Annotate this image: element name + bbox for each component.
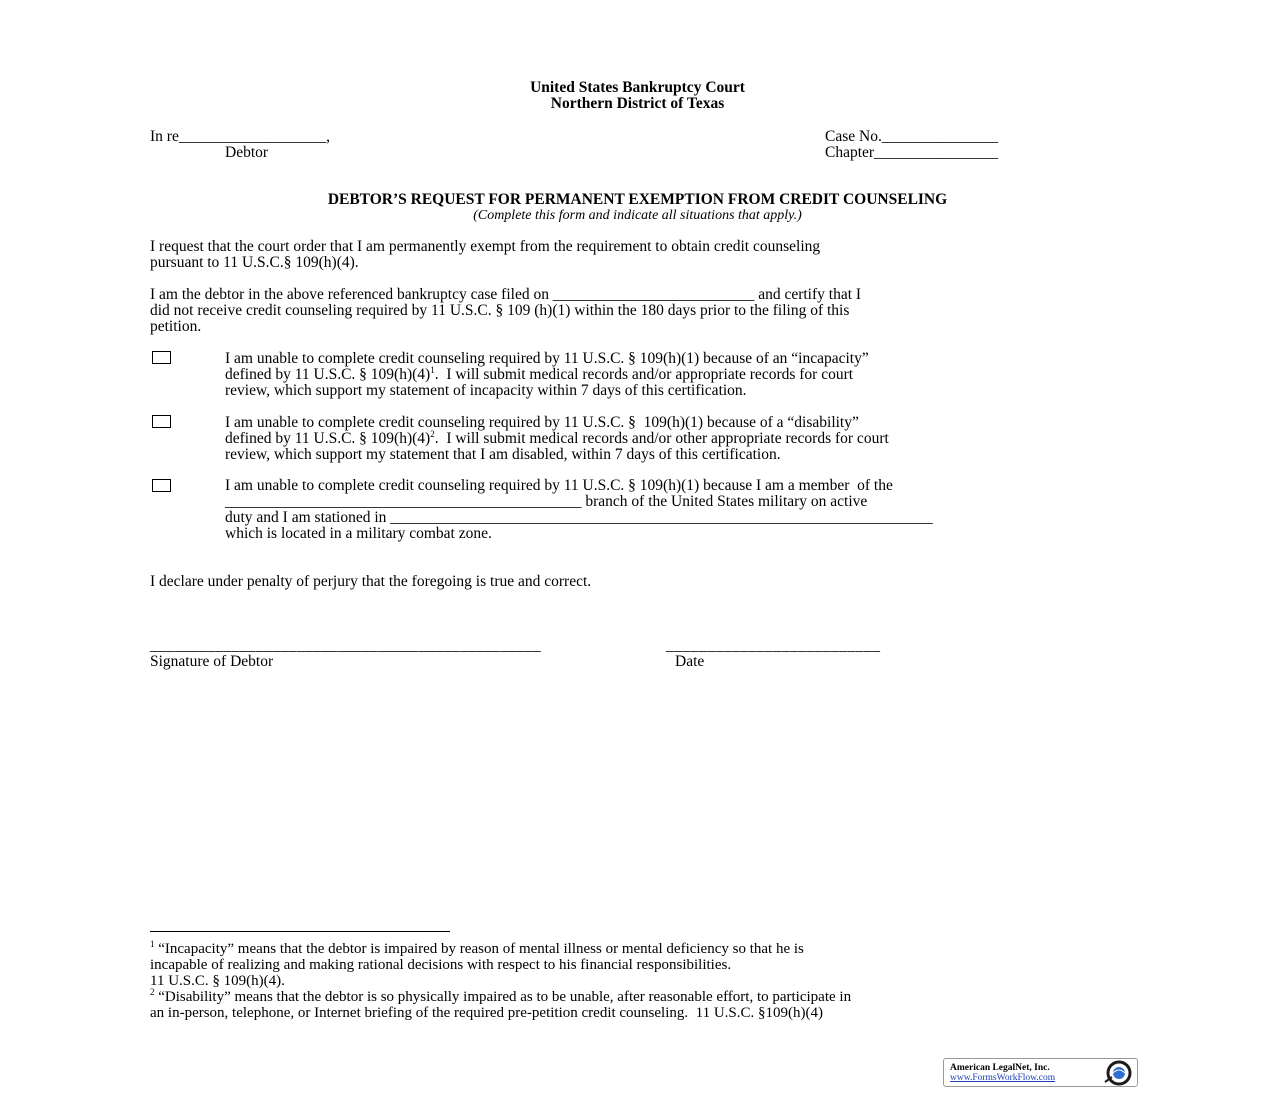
request-paragraph [150, 239, 1130, 271]
request-line: pursuant to 11 U.S.C.§ 109(h)(4). [150, 254, 359, 271]
footnote-ref-1[interactable]: 1 [430, 365, 435, 375]
court-name: United States Bankruptcy Court [530, 79, 745, 96]
option-line [225, 367, 1130, 383]
option-line: I am unable to complete credit counseling required by 11 U.S.C. § 109(h)(1) because I am a member of the [225, 477, 893, 494]
certify-line: petition. [150, 318, 202, 335]
certify-line: I am the debtor in the above referenced bankruptcy case filed on __________________________ and certify that I [150, 286, 862, 303]
footnote-text: “Disability” means that the debtor is so physically impaired as to be unable, after reasonable effort, to participate in [154, 989, 852, 1005]
signature-label: Signature of Debtor [150, 653, 274, 670]
incapacity-checkbox[interactable] [152, 351, 171, 364]
certification-paragraph [150, 287, 1130, 335]
in-re-field: In re___________________, [150, 128, 330, 145]
option-line: review, which support my statement that I am disabled, within 7 days of this certification. [225, 446, 781, 463]
option-line: I am unable to complete credit counseling required by 11 U.S.C. § 109(h)(1) because of an “incapacity” [225, 350, 869, 367]
option-text-part: . I will submit medical records and/or other appropriate records for court [434, 430, 889, 447]
footnote-1-mark: 1 [150, 939, 155, 949]
disability-option-text [225, 415, 1130, 463]
date-label: Date [675, 653, 705, 670]
footnote-text: “Incapacity” means that the debtor is impaired by reason of mental illness or mental deficiency so that he is [154, 941, 804, 957]
incapacity-option-text [225, 351, 1130, 399]
publisher-logo-icon [1102, 1060, 1136, 1086]
signature-line: ________________________________________________ [150, 637, 542, 654]
publisher-link[interactable]: www.FormsWorkFlow.com [950, 1073, 1056, 1083]
form-instructions: (Complete this form and indicate all situations that apply.) [473, 208, 802, 223]
footnote-1-line: incapable of realizing and making rational decisions with respect to his financial responsibilities. [150, 957, 732, 973]
disability-checkbox[interactable] [152, 415, 171, 428]
footnote-ref-2[interactable]: 2 [430, 429, 435, 439]
military-station-field: duty and I am stationed in ______________________________________________________________________ [225, 509, 933, 526]
court-district: Northern District of Texas [550, 95, 725, 112]
logo-globe [1113, 1067, 1125, 1079]
option-text-part: . I will submit medical records and/or appropriate records for court [434, 366, 854, 383]
declaration-statement: I declare under penalty of perjury that the foregoing is true and correct. [150, 573, 592, 590]
form-title: DEBTOR’S REQUEST FOR PERMANENT EXEMPTION FROM CREDIT COUNSELING [327, 191, 948, 208]
option-text-part: defined by 11 U.S.C. § 109(h)(4) [225, 430, 431, 447]
footnote-2-line: an in-person, telephone, or Internet briefing of the required pre-petition credit counseling. 11 U.S.C. §109(h)(4) [150, 1005, 823, 1021]
footnote-2-line [150, 989, 1140, 1005]
footnote-1-line: 11 U.S.C. § 109(h)(4). [150, 973, 285, 989]
option-line: I am unable to complete credit counseling required by 11 U.S.C. § 109(h)(1) because of a “disability” [225, 414, 859, 431]
date-line: __________________________ [666, 637, 881, 654]
military-checkbox[interactable] [152, 479, 171, 492]
military-branch-field: ______________________________________________ branch of the United States military on active [225, 493, 868, 510]
option-line: review, which support my statement of incapacity within 7 days of this certification. [225, 382, 747, 399]
case-number-field: Case No._______________ [825, 128, 999, 145]
footnote-1-line [150, 941, 1140, 957]
footnotes [150, 941, 1140, 1021]
publisher-badge[interactable] [943, 1058, 1138, 1087]
publisher-name: American LegalNet, Inc. [950, 1063, 1050, 1073]
chapter-field: Chapter________________ [825, 144, 999, 161]
request-line: I request that the court order that I am permanently exempt from the requirement to obtain credit counseling [150, 238, 821, 255]
option-text-part: defined by 11 U.S.C. § 109(h)(4) [225, 366, 431, 383]
military-option-text [225, 478, 1130, 542]
certify-line: did not receive credit counseling required by 11 U.S.C. § 109 (h)(1) within the 180 days prior to the filing of this [150, 302, 850, 319]
option-line [225, 431, 1130, 447]
option-line: which is located in a military combat zone. [225, 525, 492, 542]
footnote-separator [150, 931, 450, 932]
debtor-label: Debtor [225, 144, 269, 161]
footnote-2-mark: 2 [150, 987, 155, 997]
